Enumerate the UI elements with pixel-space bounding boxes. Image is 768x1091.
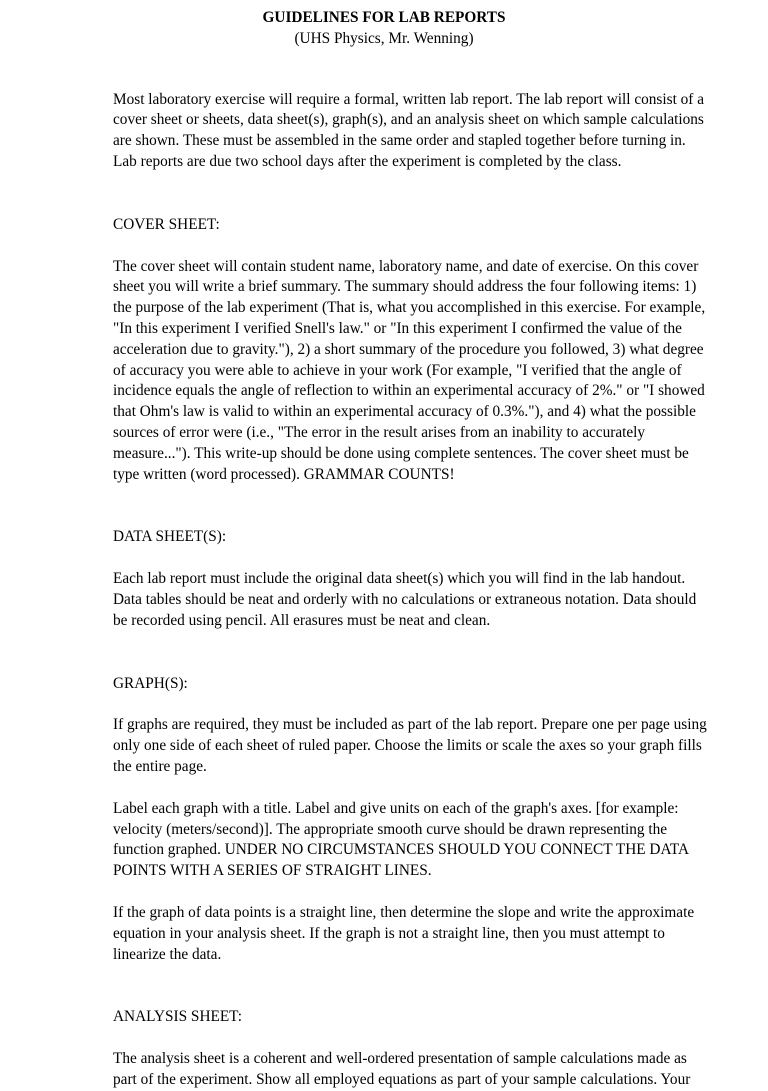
text-line: Data tables should be neat and orderly with no calculations or extraneous notation. Data should: [113, 590, 697, 608]
text-line: If graphs are required, they must be included as part of the lab report. Prepare one per page using: [113, 716, 707, 734]
text-line: If the graph of data points is a straight line, then determine the slope and write the approximate: [113, 903, 695, 921]
text-line: cover sheet or sheets, data sheet(s), graph(s), and an analysis sheet on which sample calculations: [113, 111, 704, 129]
text-line: be recorded using pencil. All erasures must be neat and clean.: [113, 611, 491, 629]
text-line: sheet you will write a brief summary. The summary should address the four following items: 1): [113, 278, 697, 296]
document-title: GUIDELINES FOR LAB REPORTS: [262, 9, 506, 26]
text-line: linearize the data.: [113, 945, 222, 963]
text-line: function graphed. UNDER NO CIRCUMSTANCES SHOULD YOU CONNECT THE DATA: [113, 841, 689, 859]
graphs-paragraph-3: [113, 903, 695, 965]
text-line: type written (word processed). GRAMMAR COUNTS!: [113, 465, 455, 483]
text-line: part of the experiment. Show all employed equations as part of your sample calculations. Your: [113, 1070, 691, 1088]
text-line: are shown. These must be assembled in the same order and stapled together before turning in.: [113, 132, 686, 150]
text-line: "In this experiment I verified Snell's law." or "In this experiment I confirmed the value of the: [113, 319, 682, 337]
text-line: measure..."). This write-up should be done using complete sentences. The cover sheet must be: [113, 444, 689, 462]
graphs-paragraph-1: [113, 715, 707, 777]
text-line: velocity (meters/second)]. The appropriate smooth curve should be drawn representing the: [113, 820, 668, 838]
section-heading-graphs: GRAPH(S):: [113, 674, 188, 692]
graphs-paragraph-2: [113, 799, 689, 882]
text-line: the purpose of the lab experiment (That is, what you accomplished in this exercise. For example,: [113, 299, 706, 317]
text-line: The cover sheet will contain student name, laboratory name, and date of exercise. On this cover: [113, 257, 699, 275]
text-line: of accuracy you were able to achieve in your work (For example, "I verified that the angle of: [113, 361, 682, 379]
text-line: the entire page.: [113, 757, 207, 775]
intro-paragraph: [113, 90, 705, 173]
text-line: Most laboratory exercise will require a formal, written lab report. The lab report will consist of a: [113, 90, 705, 108]
text-line: POINTS WITH A SERIES OF STRAIGHT LINES.: [113, 862, 432, 880]
text-line: The analysis sheet is a coherent and well-ordered presentation of sample calculations made as: [113, 1050, 687, 1068]
section-heading-cover-sheet: COVER SHEET:: [113, 215, 220, 233]
text-line: Label each graph with a title. Label and give units on each of the graph's axes. [for example:: [113, 799, 679, 817]
document-subtitle: (UHS Physics, Mr. Wenning): [294, 29, 474, 47]
text-line: incidence equals the angle of reflection to within an experimental accuracy of 2%." or "I showed: [113, 382, 705, 400]
section-heading-analysis-sheet: ANALYSIS SHEET:: [113, 1008, 243, 1026]
text-line: acceleration due to gravity."), 2) a short summary of the procedure you followed, 3) what degree: [113, 340, 704, 358]
text-line: equation in your analysis sheet. If the graph is not a straight line, then you must attempt to: [113, 924, 665, 942]
text-line: only one side of each sheet of ruled paper. Choose the limits or scale the axes so your graph fills: [113, 737, 702, 755]
text-line: sources of error were (i.e., "The error in the result arises from an inability to accurately: [113, 423, 646, 441]
text-line: Lab reports are due two school days after the experiment is completed by the class.: [113, 152, 622, 170]
text-line: Each lab report must include the original data sheet(s) which you will find in the lab handout.: [113, 570, 686, 588]
analysis-sheet-paragraph: [113, 1049, 691, 1091]
cover-sheet-paragraph: [113, 257, 706, 486]
section-heading-data-sheets: DATA SHEET(S):: [113, 528, 227, 546]
data-sheet-paragraph: [113, 569, 697, 631]
text-line: that Ohm's law is valid to within an experimental accuracy of 0.3%."), and 4) what the possible: [113, 403, 696, 421]
